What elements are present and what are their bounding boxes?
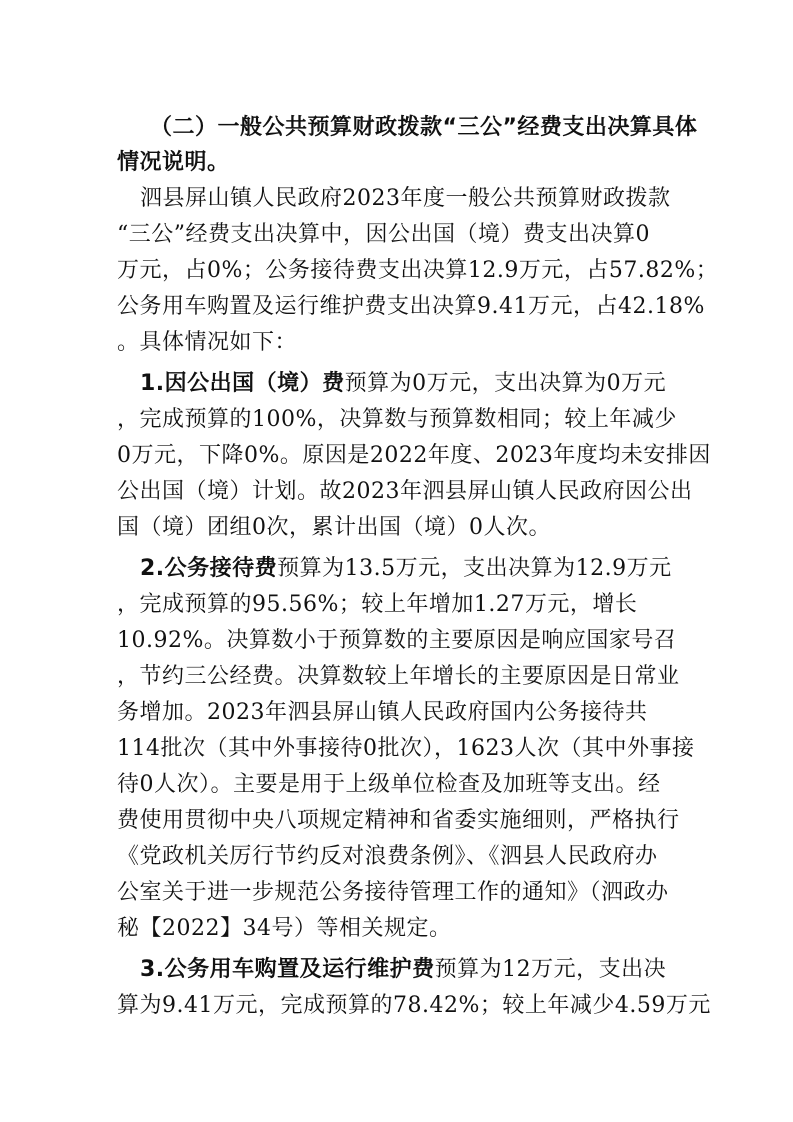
- item3-label: 3.公务用车购置及运行维护费: [140, 957, 435, 982]
- item2-line-7: 待0人次）。主要是用于上级单位检查及加班等支出。经: [117, 772, 661, 797]
- intro-line-5: 。具体情况如下：: [117, 330, 298, 355]
- item3-line1-rest: 预算为12万元，支出决: [434, 957, 667, 982]
- item3-first-line: [140, 955, 666, 985]
- item1-line-2: ，完成预算的100%，决算数与预算数相同；较上年减少: [117, 407, 677, 432]
- item2-line1-rest: 预算为13.5万元，支出决算为12.9万元: [277, 556, 672, 581]
- intro-line-2: “三公”经费支出决算中，因公出国（境）费支出决算0: [117, 222, 650, 247]
- item1-line-4: 公出国（境）计划。故2023年泗县屏山镇人民政府因公出: [117, 479, 693, 504]
- item2-line-3: 10.92%。决算数小于预算数的主要原因是响应国家号召: [117, 628, 677, 653]
- item2-line-2: ，完成预算的95.56%；较上年增加1.27万元，增长: [117, 592, 638, 617]
- item2-line-11: 秘【2022】34号）等相关规定。: [117, 916, 452, 941]
- item2-line-10: 公室关于进一步规范公务接待管理工作的通知》（泗政办: [117, 880, 669, 905]
- item3-line-2: 算为9.41万元，完成预算的78.42%；较上年减少4.59万元: [117, 993, 711, 1018]
- section-heading-line-2: 情况说明。: [117, 150, 230, 175]
- item1-line-5: 国（境）团组0次，累计出国（境）0人次。: [117, 515, 551, 540]
- item2-line-8: 费使用贯彻中央八项规定精神和省委实施细则，严格执行: [117, 808, 680, 833]
- item1-first-line: [140, 369, 666, 399]
- item2-line-5: 务增加。2023年泗县屏山镇人民政府国内公务接待共: [117, 700, 648, 725]
- intro-line-4: 公务用车购置及运行维护费支出决算9.41万元，占42.18%: [117, 294, 705, 319]
- intro-line-3: 万元，占0%；公务接待费支出决算12.9万元，占57.82%；: [117, 258, 719, 283]
- intro-line-1: 泗县屏山镇人民政府2023年度一般公共预算财政拨款: [140, 186, 671, 211]
- item2-first-line: [140, 554, 672, 584]
- item2-label: 2.公务接待费: [140, 556, 278, 581]
- section-heading-line-1: （二）一般公共预算财政拨款“三公”经费支出决算具体: [150, 115, 698, 140]
- item2-line-4: ，节约三公经费。决算数较上年增长的主要原因是日常业: [117, 664, 680, 689]
- item1-line-3: 0万元，下降0%。原因是2022年度、2023年度均未安排因: [117, 443, 711, 468]
- item1-line1-rest: 预算为0万元，支出决算为0万元: [344, 371, 667, 396]
- item1-label: 1.因公出国（境）费: [140, 371, 345, 396]
- item2-line-6: 114批次（其中外事接待0批次），1623人次（其中外事接: [117, 736, 695, 761]
- item2-line-9: 《党政机关厉行节约反对浪费条例》、《泗县人民政府办: [117, 844, 658, 869]
